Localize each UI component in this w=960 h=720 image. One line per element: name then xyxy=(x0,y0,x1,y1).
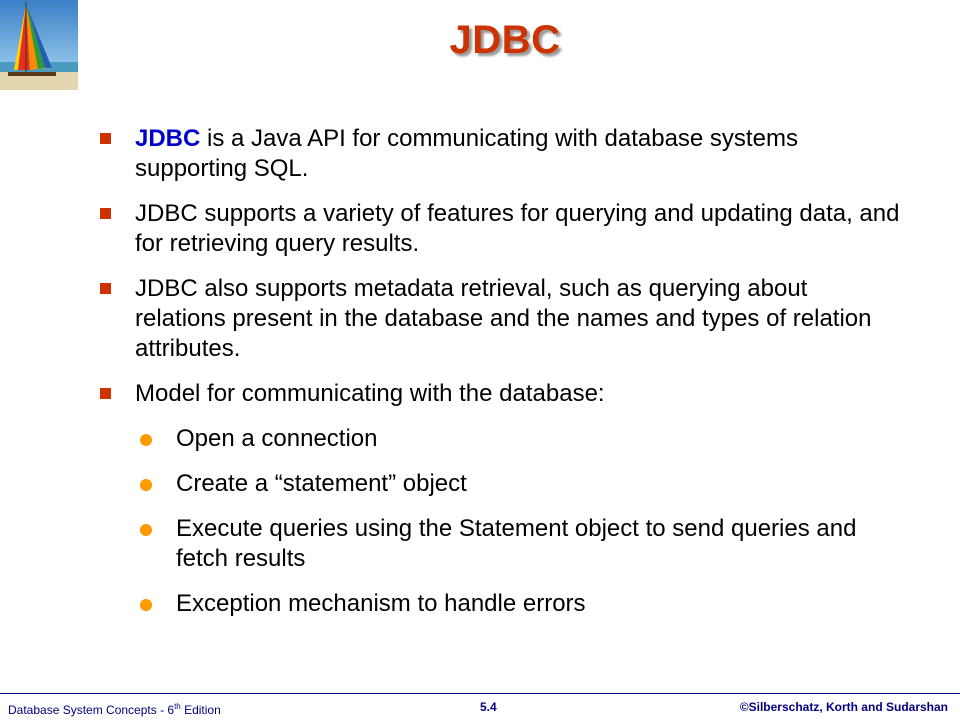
subbullet-text: Open a connection xyxy=(176,425,378,452)
footer-divider xyxy=(0,693,960,694)
round-bullet-icon xyxy=(140,524,152,536)
subbullet-item-exceptions xyxy=(140,589,900,619)
footer-edition-label: Edition xyxy=(180,703,221,717)
subbullet-item-open-connection xyxy=(140,424,900,454)
footer-edition-superscript: th xyxy=(174,702,181,711)
square-bullet-icon xyxy=(100,208,111,219)
footer-book-name: Database System Concepts - 6 xyxy=(8,703,175,717)
round-bullet-icon xyxy=(140,479,152,491)
bullet-text: JDBC supports a variety of features for querying and updating data, and for retrieving query results. xyxy=(135,200,900,257)
square-bullet-icon xyxy=(100,283,111,294)
bullet-text: Model for communicating with the database: xyxy=(135,380,605,407)
footer-book-title xyxy=(8,700,221,717)
subbullet-item-create-statement xyxy=(140,469,900,499)
round-bullet-icon xyxy=(140,434,152,446)
subbullet-text: Execute queries using the Statement object to send queries and fetch results xyxy=(176,515,857,572)
bullet-text: is a Java API for communicating with database systems supporting SQL. xyxy=(135,125,798,182)
footer-copyright: ©Silberschatz, Korth and Sudarshan xyxy=(739,700,948,714)
square-bullet-icon xyxy=(100,133,111,144)
emphasis-term: JDBC xyxy=(135,125,201,152)
bullet-item-model xyxy=(100,379,900,409)
slide-content xyxy=(100,124,900,634)
subbullet-text: Create a “statement” object xyxy=(176,470,467,497)
footer-page-number: 5.4 xyxy=(480,700,497,714)
subbullet-text: Exception mechanism to handle errors xyxy=(176,590,586,617)
subbullet-item-execute-queries xyxy=(140,514,900,574)
slide-title: JDBC xyxy=(449,18,561,62)
round-bullet-icon xyxy=(140,599,152,611)
square-bullet-icon xyxy=(100,388,111,399)
bullet-text: JDBC also supports metadata retrieval, such as querying about relations present in the database and the names and types of relation attributes. xyxy=(135,275,872,362)
bullet-item-metadata xyxy=(100,274,900,364)
bullet-item-features xyxy=(100,199,900,259)
bullet-item-jdbc-api xyxy=(100,124,900,184)
